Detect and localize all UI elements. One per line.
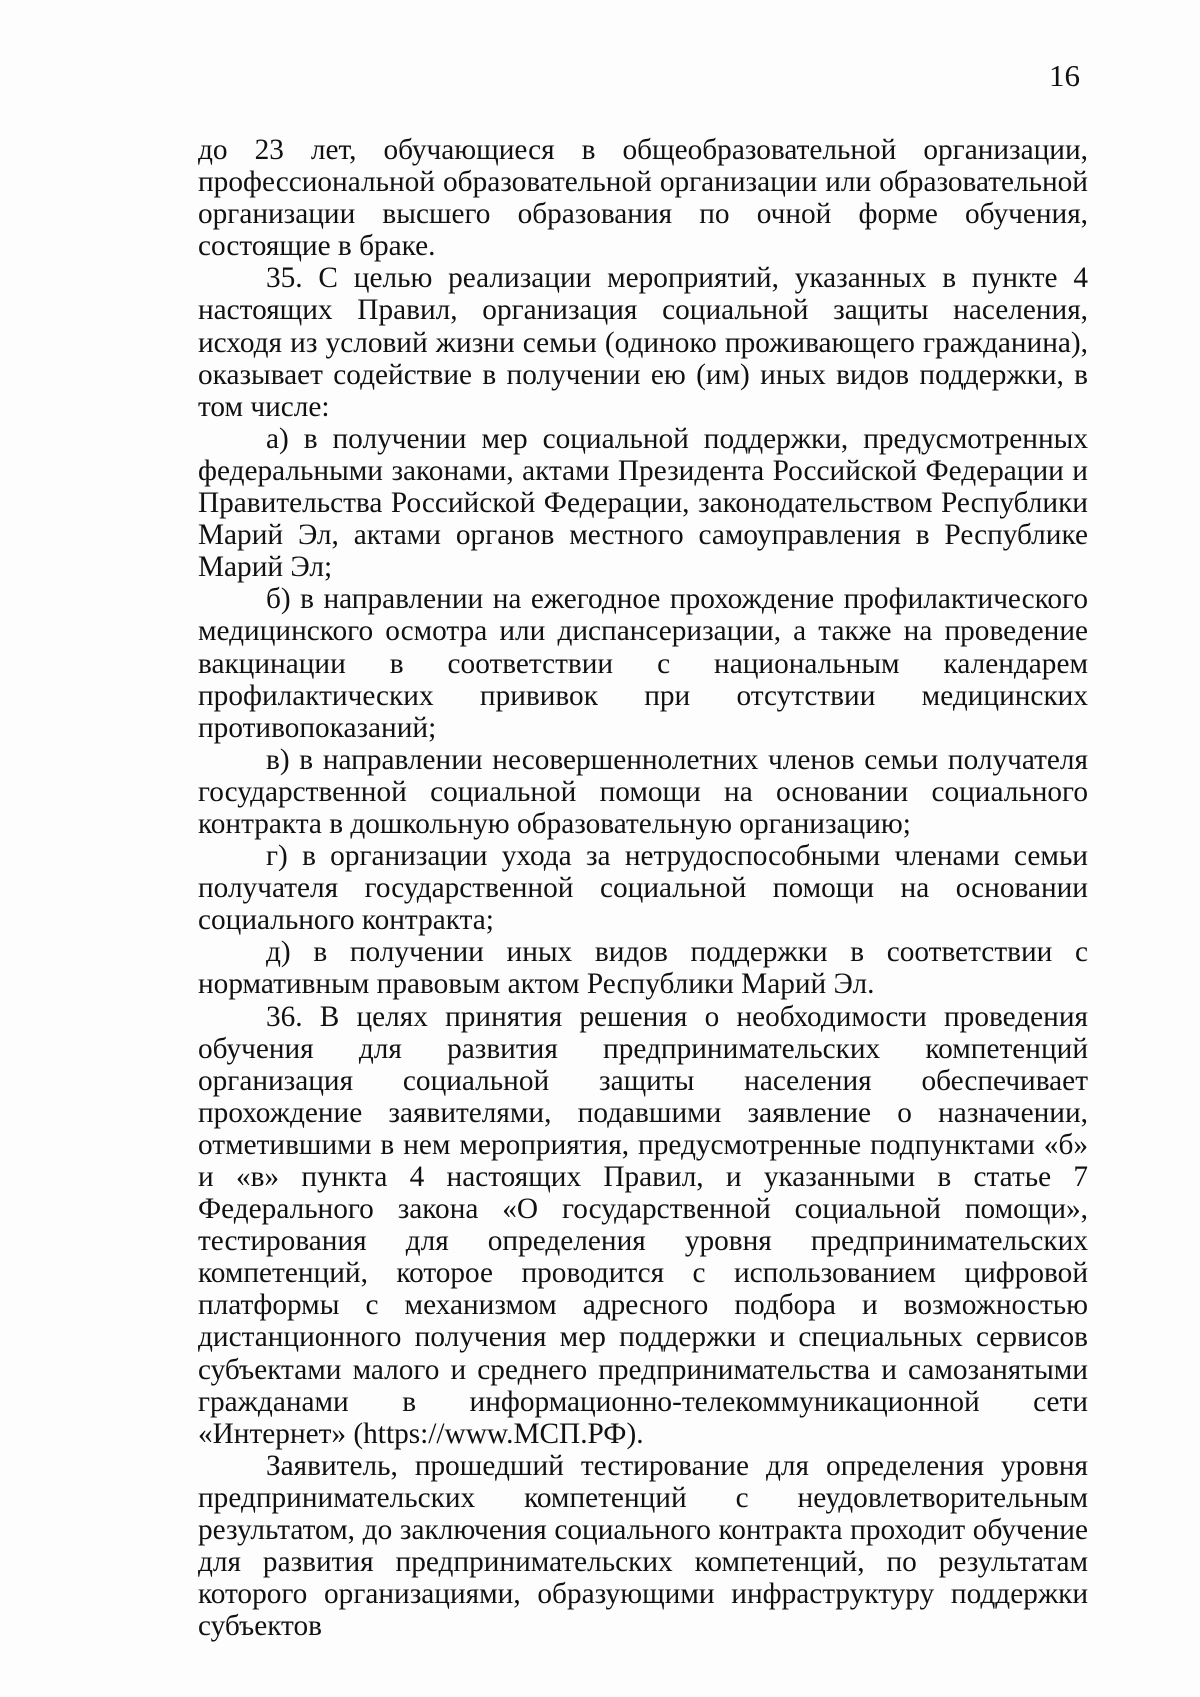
paragraph-continuation: до 23 лет, обучающиеся в общеобразовательной организации, профессиональной образовательной организации или образовательной организации высшего образования по очной форме обучения, состоящие в браке.	[198, 134, 1088, 263]
paragraph-subitem-b: б) в направлении на ежегодное прохождение профилактического медицинского осмотра или диспансеризации, а также на проведение вакцинации в соответствии с национальным календарем профилактических прививок при отсутствии медицинских противопоказаний;	[198, 583, 1088, 744]
paragraph-item-35: 35. С целью реализации мероприятий, указанных в пункте 4 настоящих Правил, организация социальной защиты населения, исходя из условий жизни семьи (одиноко проживающего гражданина), оказывает содействие в получении ею (им) иных видов поддержки, в том числе:	[198, 262, 1088, 423]
paragraph-subitem-g: г) в организации ухода за нетрудоспособными членами семьи получателя государственной социальной помощи на основании социального контракта;	[198, 840, 1088, 937]
paragraph-subitem-v: в) в направлении несовершеннолетних членов семьи получателя государственной социальной помощи на основании социального контракта в дошкольную образовательную организацию;	[198, 743, 1088, 840]
paragraph-subitem-d: д) в получении иных видов поддержки в соответствии с нормативным правовым актом Республики Марий Эл.	[198, 936, 1088, 1001]
paragraph-applicant-training: Заявитель, прошедший тестирование для определения уровня предпринимательских компетенций с неудовлетворительным результатом, до заключения социального контракта проходит обучение для развития предпринимательских компетенций, по результатам которого организациями, образующими инфраструктуру поддержки субъектов	[198, 1449, 1088, 1643]
paragraph-item-36: 36. В целях принятия решения о необходимости проведения обучения для развития предпринимательских компетенций организация социальной защиты населения обеспечивает прохождение заявителями, подавшими заявление о назначении, отметившими в нем мероприятия, предусмотренные подпунктами «б» и «в» пункта 4 настоящих Правил, и указанными в статье 7 Федерального закона «О государственной социальной помощи», тестирования для определения уровня предпринимательских компетенций, которое проводится с использованием цифровой платформы с механизмом адресного подбора и возможностью дистанционного получения мер поддержки и специальных сервисов субъектами малого и среднего предпринимательства и самозанятыми гражданами в информационно-телекоммуникационной сети «Интернет» (https://www.МСП.РФ).	[198, 1000, 1088, 1450]
page-number: 16	[1049, 58, 1080, 93]
document-body	[198, 134, 1088, 1642]
paragraph-subitem-a: а) в получении мер социальной поддержки, предусмотренных федеральными законами, актами Президента Российской Федерации и Правительства Российской Федерации, законодательством Республики Марий Эл, актами органов местного самоуправления в Республике Марий Эл;	[198, 422, 1088, 584]
